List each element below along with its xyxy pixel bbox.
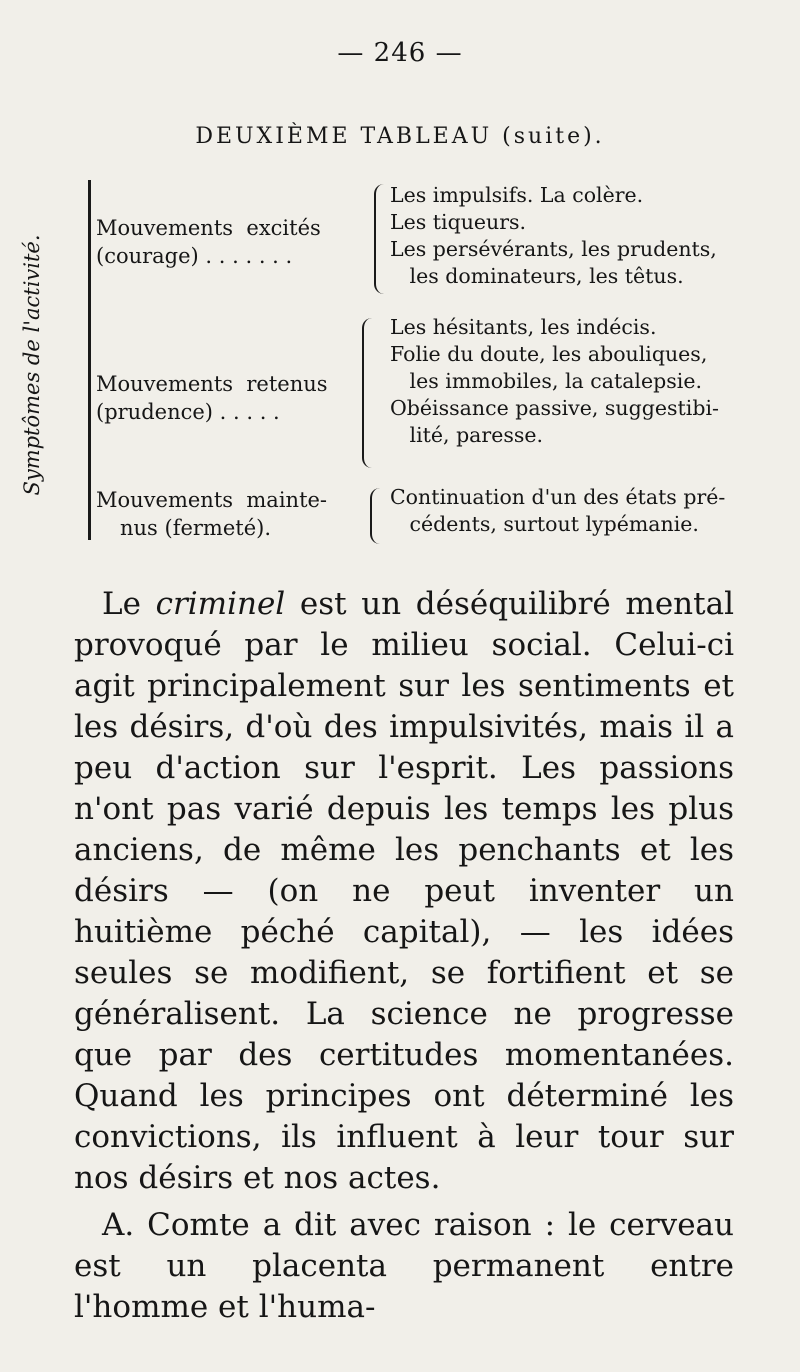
brace-group-2 (362, 318, 374, 468)
group-name-line2: (courage) . . . . . . . (96, 244, 293, 268)
side-bracket (88, 180, 91, 540)
group-name-line1: Mouvements mainte- (96, 488, 328, 512)
desc-line: cédents, surtout lypémanie. (390, 512, 699, 536)
group-name-line1: Mouvements retenus (96, 372, 328, 396)
desc-line: Les persévérants, les prudents, (390, 237, 717, 261)
desc-line: Obéissance passive, suggestibi- (390, 396, 719, 420)
desc-line: les dominateurs, les têtus. (390, 264, 684, 288)
paragraph-2: A. Comte a dit avec raison : le cerveau est un placenta permanent entre l'homme et l'huma- (74, 1207, 734, 1325)
desc-line: Continuation d'un des états pré- (390, 485, 726, 509)
table-title: DEUXIÈME TABLEAU (suite). (195, 124, 605, 149)
desc-line: Les hésitants, les indécis. (390, 315, 657, 339)
desc-group-2 (390, 314, 770, 449)
desc-group-1 (390, 182, 770, 290)
desc-line: Les impulsifs. La colère. (390, 183, 644, 207)
group-maintained (96, 486, 327, 542)
paragraph-1-emphasis: criminel (155, 586, 286, 622)
paragraph-1 (74, 584, 734, 1199)
desc-line: Folie du doute, les abouliques, (390, 342, 708, 366)
paragraph-1-lead: Le (102, 586, 156, 622)
group-name-line2: (prudence) . . . . . (96, 400, 280, 424)
desc-line: Les tiqueurs. (390, 210, 527, 234)
desc-line: lité, paresse. (390, 423, 544, 447)
paragraph-1-rest: est un déséquilibré mental provoqué par le milieu social. Celui-ci agit principalement sur les sentiments et les désirs, d'où des impulsivités, mais il a peu d'action sur l'esprit. Les passions n'ont pas varié depuis les temps les plus anciens, de même les penchants et les désirs — (on ne peut inventer un huitième péché capital), — les idées seules se modifient, se fortifient et se généralisent. La science ne progresse que par des certitudes momentanées. Quand les principes ont déterminé les convictions, ils influent à leur tour sur nos désirs et nos actes. (74, 586, 734, 1196)
group-excited (96, 214, 321, 270)
body-text (74, 584, 734, 1328)
desc-line: les immobiles, la catalepsie. (390, 369, 702, 393)
desc-group-3 (390, 484, 770, 538)
group-name-line1: Mouvements excités (96, 216, 321, 240)
brace-group-3 (370, 488, 382, 544)
brace-group-1 (374, 184, 386, 294)
group-name-line2: nus (fermeté). (120, 516, 272, 540)
group-restrained (96, 370, 328, 426)
page-number: — 246 — (337, 38, 463, 68)
side-label: Symptômes de l'activité. (20, 234, 44, 496)
